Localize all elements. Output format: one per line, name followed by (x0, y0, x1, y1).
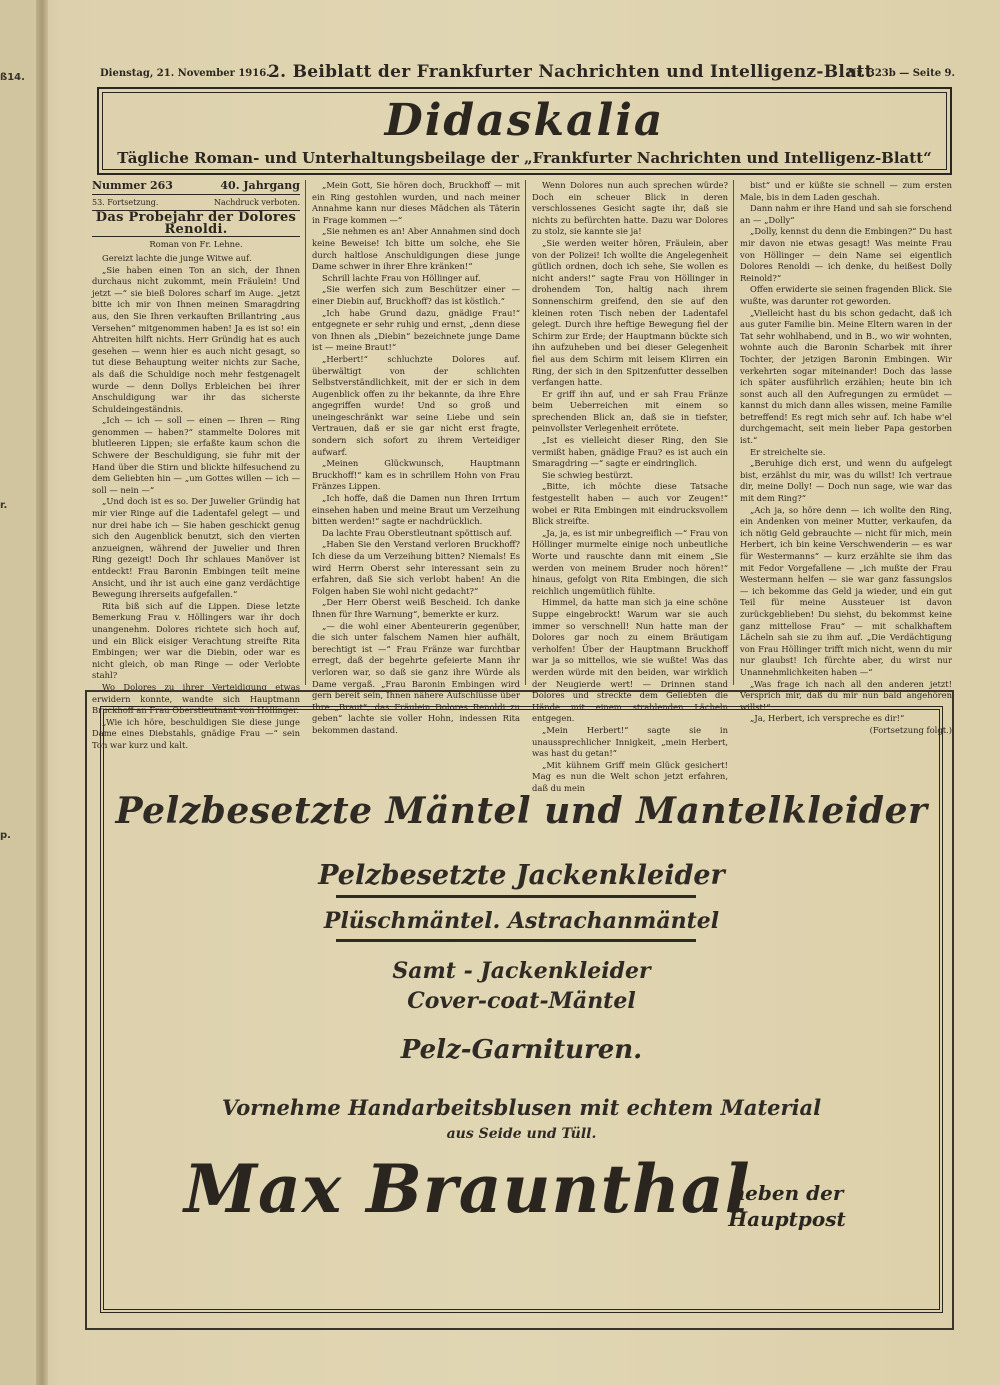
paragraph: Er griff ihn auf, und er sah Frau Fränze beim Ueberreichen mit einem so sprechenden Blick an, daß sie in tiefster, peinvollster Verlegenheit errötete. (532, 388, 728, 434)
paragraph: Da lachte Frau Oberstleutnant spöttisch auf. (322, 527, 513, 538)
ad-line-fur-trims: Pelz-Garnituren. (400, 1035, 643, 1065)
paragraph: „Meinen Glückwunsch, Hauptmann Bruckhoff!“ kam es in schrillem Hohn von Frau Fränzes Lippen. (312, 458, 520, 492)
issue-line (92, 180, 300, 195)
edge-fragment: p. (0, 830, 11, 841)
ad-underline (336, 895, 696, 898)
paragraph: „Sie werfen sich zum Beschützer einer — einer Diebin auf, Bruckhoff? das ist köstlich.“ (312, 284, 520, 306)
volume-year: 40. Jahrgang (220, 179, 300, 192)
paragraph: „Ja, Herbert, ich verspreche es dir!“ (750, 713, 905, 724)
text-column-1 (92, 179, 300, 750)
advertisement (100, 706, 943, 1313)
paragraph: „Ist es vielleicht dieser Ring, den Sie vermißt haben, gnädige Frau? es ist auch ein Smaragdring —“ sagte er eindringlich. (532, 435, 728, 469)
paragraph: Wo Dolores zu ihrer Verteidigung etwas erwidern konnte, wandte sich Hauptmann Bruckhoff an Frau Oberstleutnant von Höllinger. (92, 681, 300, 716)
ad-line-velvet: Samt - Jackenkleider (392, 958, 651, 984)
paragraph: Rita biß sich auf die Lippen. Diese letzte Bemerkung Frau v. Höllingers war ihr doch unangenehm. Dolores richtete sich hoch auf, und ein Blick eisiger Verachtung streifte Rita Embingen; wer war die Diebin, oder war es nicht gleich, ob man Ringe — oder Verlobte stahl? (92, 600, 300, 681)
paragraph: „Sie werden weiter hören, Fräulein, aber von der Polizei! Ich wollte die Angelegenheit gütlich ordnen, doch ich sehe, Sie wollen es nicht anders!“ sagte Frau von Höllinger in drohendem Ton, haltig nach ihrem Sonnenschirm greifend, den sie auf den kleinen roten Tisch neben der Ladentafel gelegt. Durch ihre heftige Bewegung fiel der Schirm zur Erde; der Hauptmann bückte sich ihn aufzuheben und bei dieser Gelegenheit fiel aus dem Schirm mit leisem Klirren ein Ring, der sich in den Spitzenfutter desselben verfangen hatte. (532, 237, 728, 388)
reprint-notice: Nachdruck verboten. (213, 197, 300, 207)
paragraph: „Sie haben einen Ton an sich, der Ihnen durchaus nicht zukommt, mein Fräulein! Und jetzt —“ sie bieß Dolores scharf im Auge. „jetzt bitte ich mir von Ihnen meinen Smaragdring aus, den Sie Ihren verkauften Brillantring „aus Versehen“ mitgenommen haben! Ja es ist so! ein Ahtreiten hilft nichts. Herr Gründig hat es auch gesehen — wenn hier es auch nicht gesagt, so tut diese Behauptung weiter nichts zur Sache, als daß die Schuldige noch mehr festgenagelt wurde — denn Dollys Erbleichen bei ihrer Anschuldigung war ihr das sicherste Schuldeingeständnis. (92, 264, 300, 414)
paragraph: Wenn Dolores nun auch sprechen würde? Doch ein scheuer Blick in deren verschlossenes Gesicht sagte ihr, daß sie nichts zu befürchten hatte. Dazu war Dolores zu stolz, sie kannte sie ja! (532, 180, 728, 237)
paragraph: Gereizt lachte die junge Witwe auf. (102, 252, 252, 263)
installment-number: 53. Fortsetzung. (92, 197, 159, 207)
binding-spine (36, 0, 48, 1385)
paragraph: „— die wohl einer Abenteurerin gegenüber, die sich unter falschem Namen hier aufhält, berechtigt ist —“ Frau Fränze war furchtbar erregt, daß der begehrte gefeierte Mann ihr verloren war, so daß sie ganz ihre Würde als Dame vergaß. „Frau Baronin Embingen wird gern bereit sein, Ihnen nähere Aufschlüsse über Ihre „Braut“, das Fräulein Dolores Renoldi zu geben“ lachte sie voller Hohn, indessen Rita bekommen dastand. (312, 620, 520, 735)
column-rule (733, 180, 734, 685)
text-column-2 (312, 180, 520, 735)
ad-line-jackets: Pelzbesetzte Jackenkleider (318, 860, 725, 891)
ad-location: neben der Hauptpost (728, 1181, 846, 1231)
installment-line (92, 197, 300, 209)
paragraph: „Beruhige dich erst, und wenn du aufgelegt bist, erzählst du mir, was du willst! Ich vertraue dir, meine Dolly! — Doch nun sage, wie war das mit dem Ring?“ (740, 458, 952, 504)
paragraph: „Bitte, ich möchte diese Tatsache festgestellt haben — auch vor Zeugen!“ wobei er Rita Embingen mit eindrucksvollem Blick streifte. (532, 481, 728, 527)
page-number: Nr. 323b — Seite 9. (847, 68, 955, 79)
paragraph: „Ich habe Grund dazu, gnädige Frau!“ entgegnete er sehr ruhig und ernst, „denn diese von Ihnen als „Diebin“ bezeichnete junge Dame ist — meine Braut!“ (312, 307, 520, 353)
paragraph: Schrill lachte Frau von Höllinger auf. (322, 272, 481, 283)
paragraph: bist“ und er küßte sie schnell — zum ersten Male, bis in dem Laden geschah. (740, 180, 952, 202)
paragraph: Sie schwieg bestürzt. (542, 469, 634, 480)
paragraph: „Mein Herbert!“ sagte sie in unaussprechlicher Innigkeit, „mein Herbert, was hast du getan!“ (532, 724, 728, 759)
paragraph: „Ja, ja, es ist mir unbegreiflich —“ Frau von Höllinger murmelte einige noch unbeutliche Worte und rauschte dann mit einem „Sie werden von meinem Bruder noch hören!“ hinaus, gefolgt von Rita Embingen, die sich reichlich ungemütlich fühlte. (532, 527, 728, 596)
paragraph: „Ach ja, so höre denn — ich wollte den Ring, ein Andenken von meiner Mutter, verkaufen, da ich nötig Geld gebrauchte — nicht für mich, mein Herbert, ich bin keine Verschwenderin — es war für Westermanns“ — kurz erzählte sie ihm das mit Fedor Vorgefallene — „ich mußte der Frau Westermann helfen — sie war ganz fassungslos — ich bekomme das Geld ja wieder, und ein gut Teil für meine Aussteuer ist davon zurückgeblieben! Du siehst, du bekommst keine ganz mittellose Frau“ — mit schalkhaftem Lächeln sah sie zu ihm auf. „Die Verdächtigung von Frau Höllinger trifft mich nicht, wenn du mir nur glaubst! Ich fürchte aber, du wirst nur Unannehmlichkeiten haben —“ (740, 504, 952, 677)
masthead-subtitle: Tägliche Roman- und Unterhaltungsbeilage der „Frankfurter Nachrichten und Intelligenz-Blatt“ (117, 149, 932, 167)
paragraph: „Dolly, kennst du denn die Embingen?“ Du hast mir davon nie etwas gesagt! Was meinte Frau von Höllinger — dein Name sei eigentlich Dolores Renoldi — ich denke, du heißest Dolly Reinold?“ (740, 226, 952, 283)
column-rule (525, 180, 526, 685)
paragraph: „Und doch ist es so. Der Juwelier Gründig hat mir vier Ringe auf die Ladentafel gelegt — und nur drei habe ich — Sie haben geschickt genug sich den Augenblick benutzt, sich den vierten anzueignen, während der Juwelier und Ihren Ring gezeigt! Doch Ihr schlaues Manöver ist entdeckt! Frau Baronin Embingen teilt meine Ansicht, und ihr ist auch eine ganz verdächtige Bewegung ihrerseits aufgefallen.“ (92, 496, 300, 600)
ad-line-covercoat: Cover-coat-Mäntel (407, 988, 636, 1014)
edge-fragment: r. (0, 500, 8, 511)
paragraph: „Der Herr Oberst weiß Bescheid. Ich danke Ihnen für Ihre Warnung“, bemerkte er kurz. (312, 597, 520, 619)
paragraph: „Mein Gott, Sie hören doch, Bruckhoff — mit ein Ring gestohlen wurden, und nach meiner Annahme kann nur dieses Mädchen als Täterin in Frage kommen —“ (312, 180, 520, 225)
edge-fragment: ß14. (0, 72, 25, 83)
masthead (97, 87, 952, 175)
paragraph: Dann nahm er ihre Hand und sah sie forschend an — „Dolly“ (740, 203, 952, 225)
ad-headline: Pelzbesetzte Mäntel und Mantelkleider (115, 790, 928, 832)
masthead-title: Didaskalia (384, 95, 665, 146)
paragraph: „Sie nehmen es an! Aber Annahmen sind doch keine Beweise! Ich bitte um solche, ehe Sie durch haltlose Anschuldigungen diese junge Dame schwer in ihrer Ehre kränken!“ (312, 226, 520, 272)
paragraph: „Vielleicht hast du bis schon gedacht, daß ich aus guter Familie bin. Meine Eltern waren in der Tat sehr wohlhabend, und in B., wo wir wohnten, wohnte auch die Baronin Scharbek mit ihrer Tochter, der jetzigen Baronin Embingen. Wir verkehrten sogar miteinander! Doch das lasse ich später ausführlich erzählen; heute bin ich sonst auch all den Aufregungen zu ermüdet — kannst du mich dann alles wissen, meine Familie betreffend! Es regt mich sehr auf. Ich habe w'el durchgemacht, seit mein lieber Papa gestorben ist.“ (740, 307, 952, 446)
ad-underline (336, 939, 696, 942)
issue-date: Dienstag, 21. November 1916. (100, 68, 270, 79)
story-title: Das Probejahr der Dolores Renoldi. (92, 210, 300, 237)
paragraph: Er streichelte sie. (750, 446, 826, 457)
paragraph: „Haben Sie den Verstand verloren Bruckhoff? Ich diese da um Verzeihung bitten? Niemals! Es wird Herrn Oberst sehr interessant sein zu erfahren, daß Sie sich verlobt haben! An die Folgen haben Sie wohl nicht gedacht?“ (312, 539, 520, 596)
supplement-title: 2. Beiblatt der Frankfurter Nachrichten und Intelligenz-Blatt (268, 62, 873, 82)
paragraph: Himmel, da hatte man sich ja eine schöne Suppe eingebrockt! Warum war sie auch immer so verschnell! Nun hatte man der Dolores gar noch zu einem Bräutigam verholfen! Über der Hauptmann Bruckhoff war ja so mittellos, wie sie wußte! Was das werden würde mit den beiden, war wirklich der Neugierde wert! — Drinnen stand Dolores und streckte dem Geliebten die Hände mit einem strahlenden Lächeln entgegen. (532, 597, 728, 724)
paragraph: „Ich hoffe, daß die Damen nun Ihren Irrtum einsehen haben und meine Braut um Verzeihung bitten werden!“ sagte er nachdrücklich. (312, 493, 520, 527)
ad-brand-name: Max Braunthal (184, 1150, 751, 1228)
paragraph: „Was frage ich nach all den anderen jetzt! Versprich mir, daß du mir nun bald angehören willst!“ (740, 678, 952, 712)
ad-line-materials: aus Seide und Tüll. (446, 1126, 597, 1142)
paragraph: „Ich — ich — soll — einen — Ihren — Ring genommen — haben?“ stammelte Dolores mit blutleeren Lippen; sie erfaßte kaum schon die Schwere der Beschuldigung, sie fuhr mit der Hand über die Stirn und blickte hilfesuchend zu dem Geliebten hin — „um Gottes willen — ich — soll — nein —“ (92, 415, 300, 495)
masthead-inner-border (102, 92, 947, 170)
ad-line-blouses: Vornehme Handarbeitsblusen mit echtem Material (221, 1095, 822, 1120)
text-column-4 (740, 180, 952, 735)
page-header (100, 62, 955, 84)
paragraph: Offen erwiderte sie seinen fragenden Blick. Sie wußte, was darunter rot geworden. (740, 284, 952, 306)
previous-page-edge (0, 0, 36, 1385)
column-rule (305, 180, 306, 685)
story-byline: Roman von Fr. Lehne. (149, 239, 243, 250)
paragraph: „Herbert!“ schluchzte Dolores auf. überwältigt von der schlichten Selbstverständlichkeit, mit der er sich in dem Augenblick offen zu ihr bekannte, da ihre Ehre angegriffen wurde! Und so groß und uneingeschränkt war seine Liebe und sein Vertrauen, daß er sie gar nicht erst fragte, sondern sich sofort zu ihrem Verteidiger aufwarf. (312, 353, 520, 457)
text-column-3 (532, 180, 728, 793)
paragraph: „Mit kühnem Griff mein Glück gesichert! Mag es nun die Welt schon jetzt erfahren, daß du mein (532, 759, 728, 793)
issue-number: Nummer 263 (92, 179, 173, 192)
paragraph: „Wie ich höre, beschuldigen Sie diese junge Dame eines Diebstahls, gnädige Frau —“ sein Ton war kurz und kalt. (92, 716, 300, 750)
continued-notice: (Fortsetzung folgt.) (869, 724, 952, 735)
ad-line-plush: Plüschmäntel. Astrachanmäntel (323, 908, 720, 934)
